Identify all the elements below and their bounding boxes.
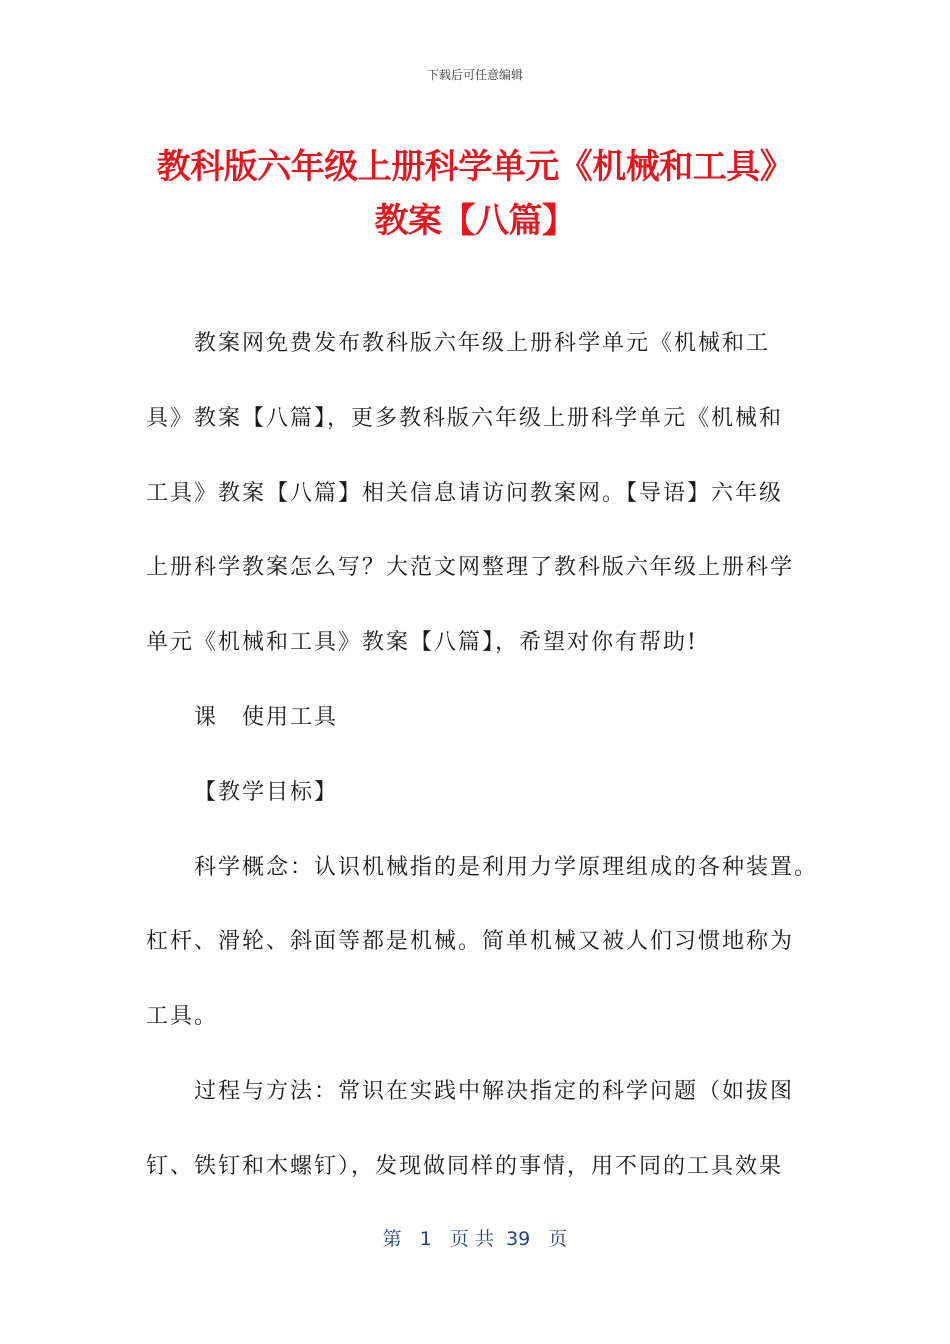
paragraph-line: 上册科学教案怎么写？大范文网整理了教科版六年级上册科学: [146, 555, 795, 581]
paragraph-line: 单元《机械和工具》教案【八篇】，希望对你有帮助!: [146, 630, 698, 656]
document-title: [95, 140, 855, 248]
paragraph-line: 杠杆、滑轮、斜面等都是机械。简单机械又被人们习惯地称为: [146, 929, 795, 955]
title-line-2: 教案【八篇】: [374, 201, 576, 241]
lesson-heading: 课 使用工具: [194, 704, 339, 730]
title-line-1: 教科版六年级上册科学单元《机械和工具》: [156, 147, 794, 187]
header-note: 下载后可任意编辑: [426, 68, 523, 82]
section-heading: 【教学目标】: [194, 779, 339, 805]
page-footer: [0, 1224, 950, 1251]
paragraph-line: 工具》教案【八篇】相关信息请访问教案网。【导语】六年级: [146, 480, 784, 506]
paragraph-line: 科学概念：认识机械指的是利用力学原理组成的各种装置。: [194, 854, 819, 880]
page-label-suffix: 页: [548, 1228, 568, 1250]
page-label-prefix: 第: [382, 1228, 402, 1250]
total-pages: 39: [506, 1228, 531, 1250]
paragraph-line: 具》教案【八篇】，更多教科版六年级上册科学单元《机械和: [146, 405, 784, 431]
paragraph-line: 教案网免费发布教科版六年级上册科学单元《机械和工: [194, 331, 771, 356]
document-body: [146, 320, 826, 1218]
paragraph-line: 工具。: [146, 1004, 219, 1030]
paragraph-line: 钉、铁钉和木螺钉），发现做同样的事情，用不同的工具效果: [146, 1153, 784, 1179]
paragraph-line: 过程与方法：常识在实践中解决指定的科学问题（如拔图: [194, 1078, 795, 1104]
page-number: 1: [419, 1228, 432, 1250]
page-label-mid: 页 共: [449, 1228, 494, 1250]
